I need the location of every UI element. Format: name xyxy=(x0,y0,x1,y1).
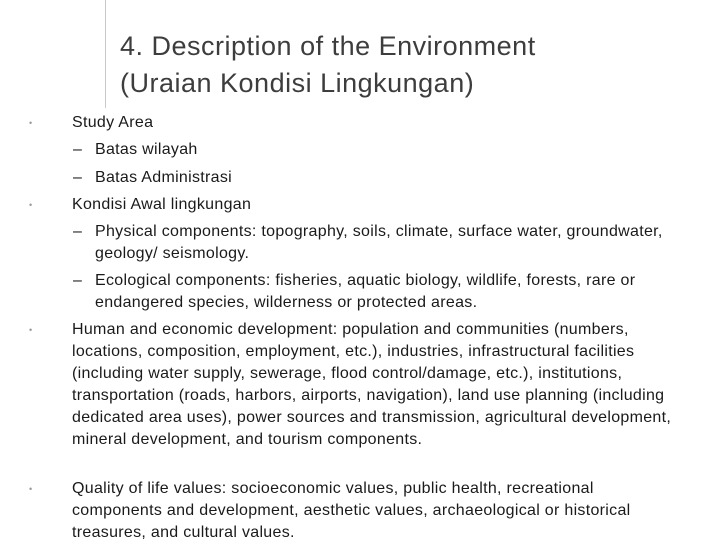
bullet-kondisi-awal xyxy=(29,194,682,216)
sub-bullet-batas-administrasi xyxy=(73,167,665,189)
sub-bullet-text: Physical components: topography, soils, climate, surface water, groundwater, geology/ seismology. xyxy=(95,223,663,262)
title-line-1: 4. Description of the Environment xyxy=(120,31,536,61)
bullet-text: Human and economic development: population and communities (numbers, locations, composition, employment, etc.), industries, infrastructural facilities (including water supply, sewerage, flood control/damage, etc.), institutions, transportation (roads, harbors, airports, navigation), land use planning (including dedicated area uses), power sources and transmission, agricultural development, mineral development, and tourism components. xyxy=(72,321,672,448)
bullet-text: Study Area xyxy=(72,114,154,131)
dash-icon: – xyxy=(73,223,83,240)
sub-bullet-ecological xyxy=(73,270,665,314)
sub-bullet-batas-wilayah xyxy=(73,139,665,161)
sub-bullet-text: Ecological components: fisheries, aquatic biology, wildlife, forests, rare or endangered species, wilderness or protected areas. xyxy=(95,272,636,311)
sub-bullet-text: Batas Administrasi xyxy=(95,169,233,186)
dash-icon: – xyxy=(73,272,83,289)
bullet-icon: • xyxy=(29,325,33,335)
dash-icon: – xyxy=(73,169,83,186)
title-line-2: (Uraian Kondisi Lingkungan) xyxy=(120,68,475,98)
bullet-text: Quality of life values: socioeconomic values, public health, recreational components and development, aesthetic values, archaeological or historical treasures, and cultural values. xyxy=(72,480,631,541)
dash-icon: – xyxy=(73,141,83,158)
sub-bullet-physical xyxy=(73,221,665,265)
bullet-icon: • xyxy=(29,484,33,494)
title-accent-rule xyxy=(105,0,106,108)
bullet-study-area xyxy=(29,112,682,134)
sub-bullet-text: Batas wilayah xyxy=(95,141,198,158)
bullet-icon: • xyxy=(29,200,33,210)
slide-title xyxy=(120,28,700,102)
bullet-text: Kondisi Awal lingkungan xyxy=(72,196,252,213)
bullet-quality-of-life xyxy=(29,478,682,544)
bullet-icon: • xyxy=(29,118,33,128)
bullet-human-economic xyxy=(29,319,682,451)
